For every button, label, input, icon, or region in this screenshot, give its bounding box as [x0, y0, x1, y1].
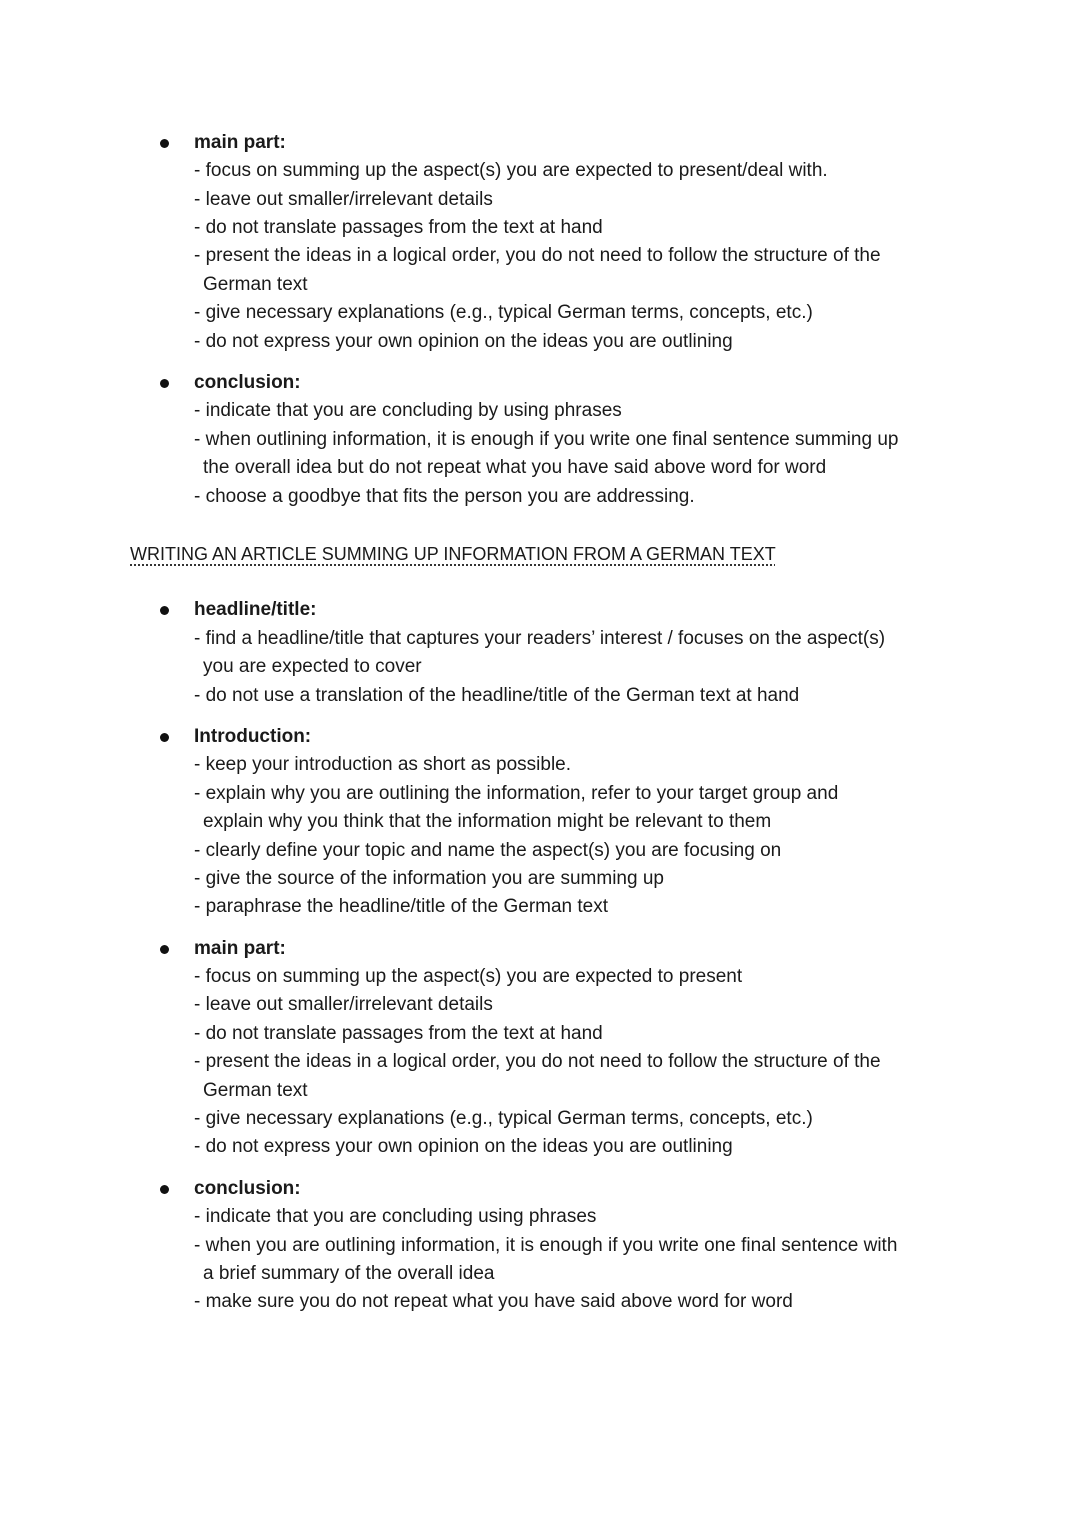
bullet-heading: main part: [194, 132, 286, 153]
bullet-line: - leave out smaller/irrelevant details [194, 994, 493, 1015]
bullet-line: - clearly define your topic and name the aspect(s) you are focusing on [194, 840, 782, 861]
bullet-line: - find a headline/title that captures your readers’ interest / focuses on the aspect(s) [194, 628, 886, 649]
bullet-line: - do not use a translation of the headline/title of the German text at hand [194, 685, 800, 706]
bullet-line: - focus on summing up the aspect(s) you are expected to present [194, 966, 743, 987]
bullet-line: - do not express your own opinion on the ideas you are outlining [194, 331, 733, 352]
bullet-line: you are expected to cover [203, 656, 422, 677]
bullet-dot-icon [160, 733, 169, 742]
bullet-heading: headline/title: [194, 599, 317, 620]
bullet-heading: conclusion: [194, 372, 301, 393]
bullet-line: - make sure you do not repeat what you have said above word for word [194, 1291, 793, 1312]
bullet-line: - give necessary explanations (e.g., typical German terms, concepts, etc.) [194, 302, 813, 323]
bullet-line: - choose a goodbye that fits the person you are addressing. [194, 486, 695, 507]
bullet-line: - leave out smaller/irrelevant details [194, 189, 493, 210]
bullet-line: explain why you think that the information might be relevant to them [203, 811, 772, 832]
bullet-line: - paraphrase the headline/title of the German text [194, 896, 609, 917]
bullet-heading: main part: [194, 938, 286, 959]
bullet-line: - do not translate passages from the text at hand [194, 1023, 603, 1044]
bullet-line: the overall idea but do not repeat what you have said above word for word [203, 457, 827, 478]
bullet-line: - do not translate passages from the text at hand [194, 217, 603, 238]
bullet-dot-icon [160, 945, 169, 954]
bullet-line: - explain why you are outlining the information, refer to your target group and [194, 783, 839, 804]
bullet-dot-icon [160, 606, 169, 615]
bullet-line: - present the ideas in a logical order, you do not need to follow the structure of the [194, 245, 881, 266]
bullet-heading: Introduction: [194, 726, 312, 747]
bullet-dot-icon [160, 1185, 169, 1194]
bullet-line: - indicate that you are concluding by using phrases [194, 400, 622, 421]
bullet-line: - when you are outlining information, it is enough if you write one final sentence with [194, 1235, 898, 1256]
bullet-dot-icon [160, 379, 169, 388]
bullet-line: German text [203, 1080, 308, 1101]
bullet-line: - give the source of the information you are summing up [194, 868, 664, 889]
bullet-line: - give necessary explanations (e.g., typical German terms, concepts, etc.) [194, 1108, 813, 1129]
bullet-line: - keep your introduction as short as possible. [194, 754, 572, 775]
section-title: WRITING AN ARTICLE SUMMING UP INFORMATION FROM A GERMAN TEXT [130, 544, 776, 564]
bullet-line: German text [203, 274, 308, 295]
bullet-heading: conclusion: [194, 1178, 301, 1199]
bullet-line: - do not express your own opinion on the ideas you are outlining [194, 1136, 733, 1157]
bullet-dot-icon [160, 139, 169, 148]
bullet-line: - focus on summing up the aspect(s) you are expected to present/deal with. [194, 160, 828, 181]
bullet-line: - when outlining information, it is enough if you write one final sentence summing up [194, 429, 899, 450]
bullet-line: a brief summary of the overall idea [203, 1263, 495, 1284]
bullet-line: - indicate that you are concluding using phrases [194, 1206, 597, 1227]
bullet-line: - present the ideas in a logical order, you do not need to follow the structure of the [194, 1051, 881, 1072]
